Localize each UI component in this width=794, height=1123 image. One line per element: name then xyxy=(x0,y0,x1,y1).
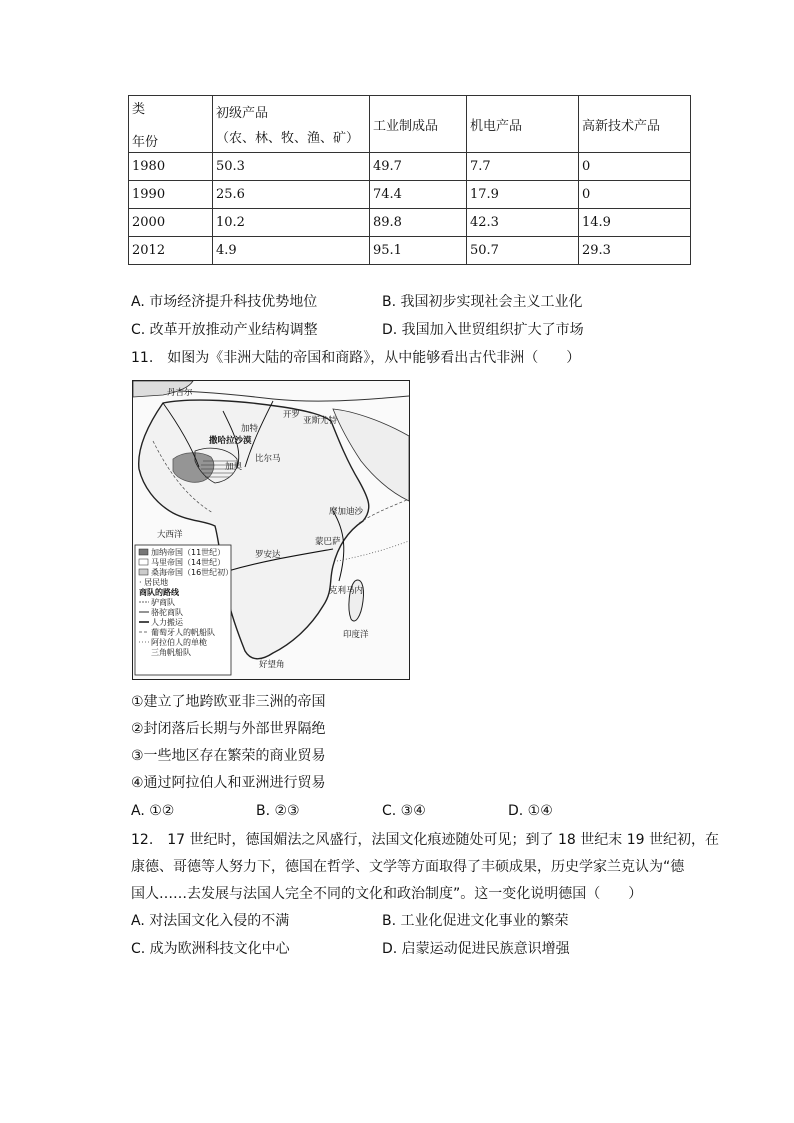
q11-statement-2: ②封闭落后长期与外部世界隔绝 xyxy=(131,721,326,737)
header-electromechanical: 机电产品 xyxy=(467,96,579,153)
legend-settlement: · 居民地 xyxy=(139,578,169,587)
table-cell: 50.3 xyxy=(213,153,370,181)
corner-header-cell xyxy=(129,96,213,153)
map-label-asyut: 亚斯尤特 xyxy=(303,416,338,426)
africa-map-svg xyxy=(133,381,409,679)
table-cell: 42.3 xyxy=(467,209,579,237)
africa-trade-map xyxy=(132,380,410,680)
table-cell: 0 xyxy=(579,153,691,181)
header-hightech: 高新技术产品 xyxy=(579,96,691,153)
table-cell: 1990 xyxy=(129,181,213,209)
legend-donkey: 驴商队 xyxy=(151,598,175,607)
q11-option-b[interactable]: B. ②③ xyxy=(256,803,300,819)
q12-line-2: 康德、哥德等人努力下，德国在哲学、文学等方面取得了丰硕成果，历史学家兰克认为“德 xyxy=(131,859,685,875)
map-label-mombasa: 蒙巴萨 xyxy=(315,537,341,547)
header-primary-label: 初级产品 xyxy=(216,106,269,121)
legend-arab: 阿拉伯人的单桅 xyxy=(151,638,207,647)
table-cell: 95.1 xyxy=(370,237,467,265)
table-cell: 7.7 xyxy=(467,153,579,181)
route-indian-ocean xyxy=(337,541,409,561)
map-label-luanda: 罗安达 xyxy=(255,550,281,560)
header-industrial: 工业制成品 xyxy=(370,96,467,153)
table-row xyxy=(129,237,691,265)
map-label-ghat: 加特 xyxy=(241,424,259,434)
table-cell: 29.3 xyxy=(579,237,691,265)
map-label-cairo: 开罗 xyxy=(283,410,301,420)
table-cell: 10.2 xyxy=(213,209,370,237)
legend-ghana: 加纳帝国（11世纪） xyxy=(151,548,226,557)
q10-option-c[interactable]: C. 改革开放推动产业结构调整 xyxy=(131,322,318,338)
legend-portuguese: 葡萄牙人的帆船队 xyxy=(151,628,215,637)
legend-swatch-songhai xyxy=(139,569,148,575)
q11-statement-4: ④通过阿拉伯人和亚洲进行贸易 xyxy=(131,775,326,791)
table-row xyxy=(129,181,691,209)
q10-option-d[interactable]: D. 我国加入世贸组织扩大了市场 xyxy=(382,322,584,338)
map-label-tangier: 丹吉尔 xyxy=(167,388,193,398)
map-label-indian-ocean: 印度洋 xyxy=(343,630,369,640)
corner-top-label: 类 xyxy=(132,102,146,117)
legend-lateen: 三角帆船队 xyxy=(151,648,191,657)
q10-option-b[interactable]: B. 我国初步实现社会主义工业化 xyxy=(382,294,583,310)
q12-option-a[interactable]: A. 对法国文化入侵的不满 xyxy=(131,913,290,929)
table-cell: 50.7 xyxy=(467,237,579,265)
table-header-row xyxy=(129,96,691,153)
table-cell: 2000 xyxy=(129,209,213,237)
corner-bottom-label: 年份 xyxy=(132,135,159,150)
q10-option-a[interactable]: A. 市场经济提升科技优势地位 xyxy=(131,294,318,310)
table-cell: 4.9 xyxy=(213,237,370,265)
legend-songhai: 桑海帝国（16世纪初） xyxy=(151,568,234,577)
legend-camel: 骆驼商队 xyxy=(151,608,183,617)
legend-routes-title: 商队的路线 xyxy=(139,588,179,597)
q11-statement-3: ③一些地区存在繁荣的商业贸易 xyxy=(131,748,326,764)
q11-statement-1: ①建立了地跨欧亚非三洲的帝国 xyxy=(131,694,326,710)
q11-option-a[interactable]: A. ①② xyxy=(131,803,175,819)
table-cell: 1980 xyxy=(129,153,213,181)
map-label-atlantic: 大西洋 xyxy=(157,530,183,540)
map-label-sahara: 撒哈拉沙漠 xyxy=(209,436,252,446)
legend-mali: 马里帝国（14世纪） xyxy=(151,558,226,567)
header-primary-products xyxy=(213,96,370,153)
q11-option-c[interactable]: C. ③④ xyxy=(382,803,426,819)
table-cell: 0 xyxy=(579,181,691,209)
table-cell: 89.8 xyxy=(370,209,467,237)
table-row xyxy=(129,209,691,237)
export-structure-table xyxy=(128,95,691,265)
ghana-empire-area xyxy=(173,453,214,483)
q12-option-d[interactable]: D. 启蒙运动促进民族意识增强 xyxy=(382,941,570,957)
header-primary-sublabel: （农、林、牧、渔、矿） xyxy=(216,131,360,146)
q12-line-1: 12. 17 世纪时，德国媚法之风盛行，法国文化痕迹随处可见；到了 18 世纪末 19 世纪初，在 xyxy=(131,832,719,848)
q11-option-d[interactable]: D. ①④ xyxy=(508,803,553,819)
table-cell: 14.9 xyxy=(579,209,691,237)
table-cell: 2012 xyxy=(129,237,213,265)
table-cell: 25.6 xyxy=(213,181,370,209)
q12-line-3: 国人……去发展与法国人完全不同的文化和政治制度”。这一变化说明德国（ ） xyxy=(131,886,643,902)
map-label-bilma: 比尔马 xyxy=(255,454,281,464)
map-label-mogadishu: 摩加迪沙 xyxy=(329,507,364,517)
q12-option-b[interactable]: B. 工业化促进文化事业的繁荣 xyxy=(382,913,569,929)
legend-porter: 人力搬运 xyxy=(151,618,183,627)
map-label-quelimane: 克利马内 xyxy=(329,586,364,596)
q12-option-c[interactable]: C. 成为欧洲科技文化中心 xyxy=(131,941,290,957)
table-cell: 17.9 xyxy=(467,181,579,209)
map-label-gao: 加奥 xyxy=(225,462,243,472)
legend-swatch-mali xyxy=(139,559,148,565)
table-cell: 49.7 xyxy=(370,153,467,181)
map-label-cape-of-good-hope: 好望角 xyxy=(259,660,285,670)
q11-stem: 11. 如图为《非洲大陆的帝国和商路》，从中能够看出古代非洲（ ） xyxy=(131,350,581,366)
table-row xyxy=(129,153,691,181)
legend-swatch-ghana xyxy=(139,549,148,555)
table-cell: 74.4 xyxy=(370,181,467,209)
